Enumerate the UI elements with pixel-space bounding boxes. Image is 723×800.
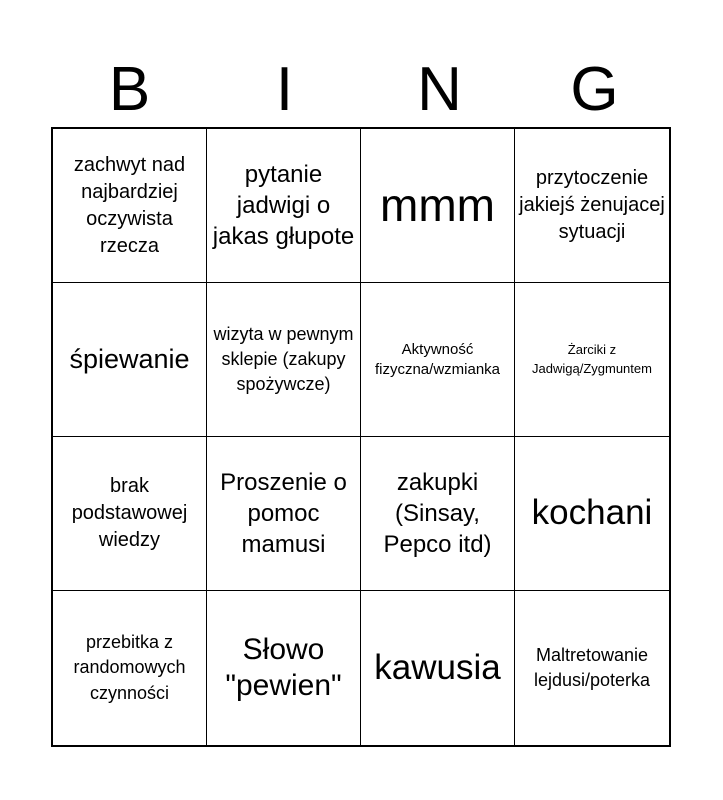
bingo-cell-text: Żarciki z Jadwigą/Zygmuntem <box>532 342 652 376</box>
bingo-cell[interactable] <box>53 283 207 437</box>
bingo-cell-text: Proszenie o pomoc mamusi <box>220 468 347 559</box>
bingo-header <box>52 52 672 128</box>
bingo-cell[interactable] <box>515 591 669 745</box>
header-letter-n: N <box>417 55 462 124</box>
bingo-cell[interactable] <box>361 129 515 283</box>
header-letter-g: G <box>570 55 619 124</box>
bingo-cell[interactable] <box>53 129 207 283</box>
header-letter-b: B <box>108 55 151 124</box>
bingo-cell-text: zachwyt nad najbardziej oczywista rzecza <box>73 153 186 257</box>
bingo-cell[interactable] <box>207 129 361 283</box>
bingo-cell[interactable] <box>207 283 361 437</box>
bingo-cell[interactable] <box>515 129 669 283</box>
bingo-cell-text: kochani <box>531 493 653 533</box>
bingo-cell-text: Aktywność fizyczna/wzmianka <box>374 341 501 378</box>
bingo-cell[interactable] <box>207 591 361 745</box>
bingo-cell-text: pytanie jadwigi o jakas głupote <box>212 160 355 251</box>
bingo-cell-text: kawusia <box>374 647 501 687</box>
bingo-cell-text: wizyta w pewnym sklepie (zakupy spożywcze) <box>213 323 354 395</box>
bingo-cell-text: mmm <box>380 179 495 232</box>
bingo-cell[interactable] <box>515 283 669 437</box>
bingo-cell[interactable] <box>53 591 207 745</box>
bingo-cell-text: Maltretowanie lejdusi/poterka <box>533 644 651 690</box>
bingo-cell[interactable] <box>515 437 669 591</box>
bingo-cell-text: zakupki (Sinsay, Pepco itd) <box>383 468 492 559</box>
bingo-cell-text: Słowo "pewien" <box>225 633 342 702</box>
bingo-cell[interactable] <box>53 437 207 591</box>
bingo-cell[interactable] <box>361 591 515 745</box>
bingo-cell-text: przebitka z randomowych czynności <box>73 632 186 703</box>
bingo-cell-text: brak podstawowej wiedzy <box>71 475 188 551</box>
bingo-cell[interactable] <box>361 283 515 437</box>
bingo-board <box>51 127 671 747</box>
bingo-cell-text: przytoczenie jakiejś żenujacej sytuacji <box>519 167 665 243</box>
bingo-cell-text: śpiewanie <box>69 343 190 374</box>
header-letter-i: I <box>275 55 294 124</box>
bingo-cell[interactable] <box>207 437 361 591</box>
bingo-cell[interactable] <box>361 437 515 591</box>
